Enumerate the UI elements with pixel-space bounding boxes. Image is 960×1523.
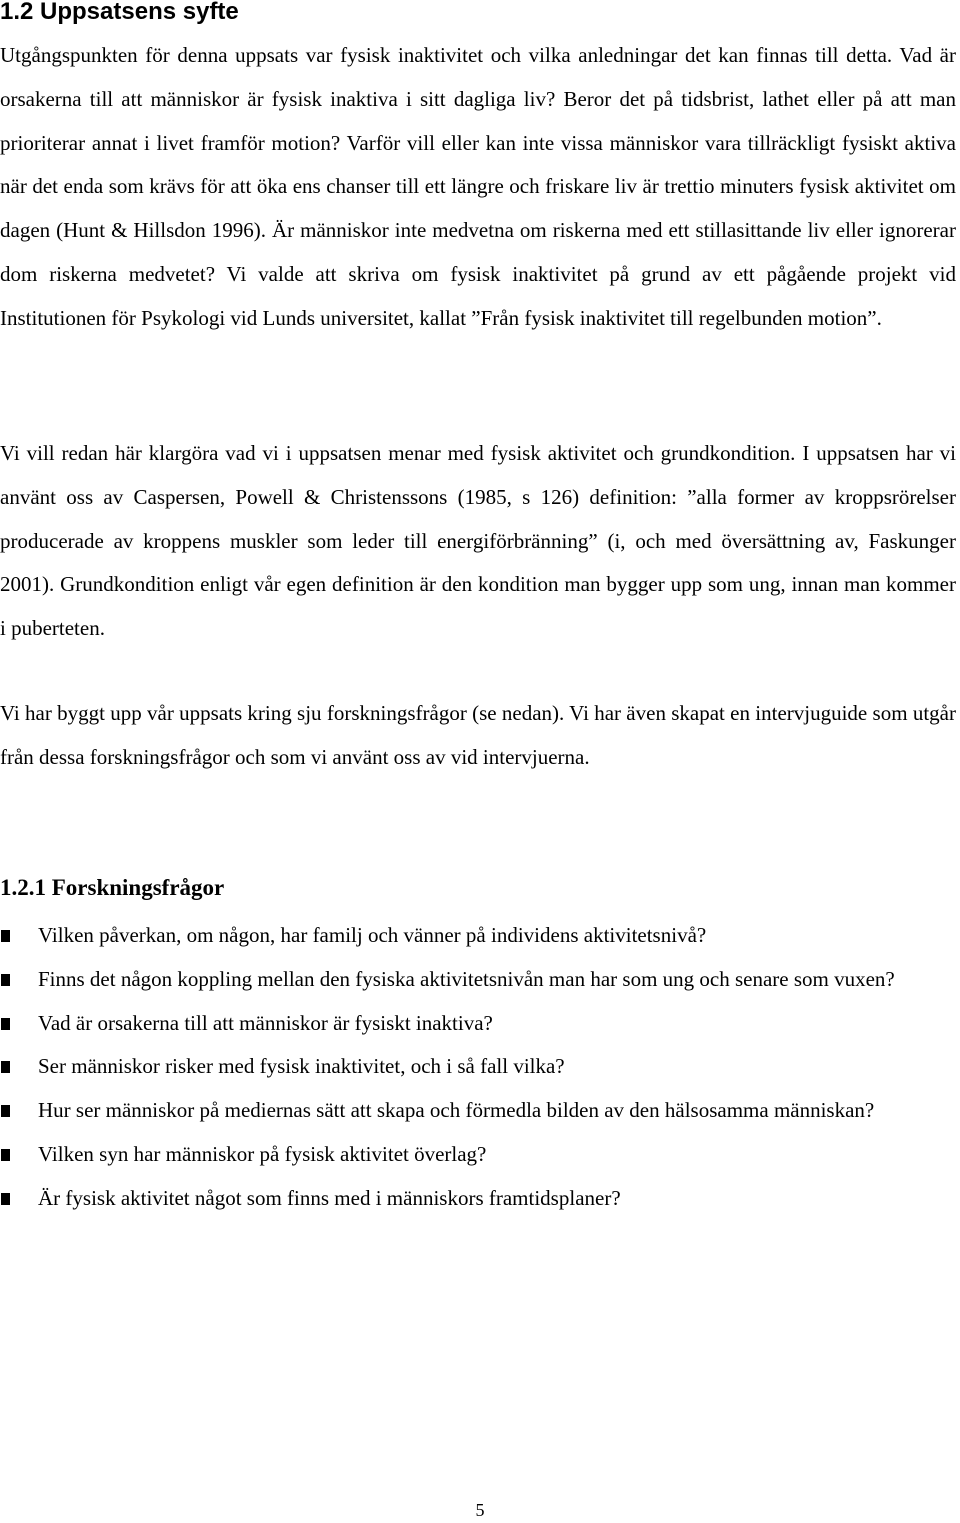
subsection-heading: 1.2.1 Forskningsfrågor bbox=[0, 875, 225, 900]
question-text: Finns det någon koppling mellan den fysiska aktivitetsnivån man har som ung och senare som vuxen? bbox=[38, 966, 895, 991]
list-item bbox=[0, 1089, 956, 1133]
page-number: 5 bbox=[475, 1500, 485, 1520]
question-text: Hur ser människor på mediernas sätt att skapa och förmedla bilden av den hälsosamma människan? bbox=[38, 1098, 875, 1123]
section-heading: 1.2 Uppsatsens syfte bbox=[0, 0, 239, 25]
square-bullet-icon bbox=[1, 1193, 10, 1205]
research-question-list bbox=[0, 914, 956, 1221]
paragraph-research-questions-intro: Vi har byggt upp vår uppsats kring sju forskningsfrågor (se nedan). Vi har även skapat en intervjuguide som utgår från dessa forskningsfrågor och som vi använt oss av vid intervjuerna. bbox=[0, 701, 956, 769]
square-bullet-icon bbox=[1, 1061, 10, 1073]
square-bullet-icon bbox=[1, 930, 10, 942]
question-text: Vilken påverkan, om någon, har familj och vänner på individens aktivitetsnivå? bbox=[38, 923, 707, 947]
paragraph-purpose: Utgångspunkten för denna uppsats var fysisk inaktivitet och vilka anledningar det kan finnas till detta. Vad är orsakerna till att människor är fysisk inaktiva i sitt dagliga liv? Beror det på tidsbrist, lathet eller på att man prioriterar annat i livet framför motion? Varför vill eller kan inte vissa människor vara tillräckligt fysiskt aktiva när det enda som krävs för att öka ens chanser till ett längre och friskare liv är trettio minuters fysisk aktivitet om dagen (Hunt & Hillsdon 1996). Är människor inte medvetna om riskerna med ett stillasittande liv eller ignorerar dom riskerna medvetet? Vi valde att skriva om fysisk inaktivitet på grund av ett pågående projekt vid Institutionen för Psykologi vid Lunds universitet, kallat ”Från fysisk inaktivitet till regelbunden motion”. bbox=[0, 43, 956, 330]
square-bullet-icon bbox=[1, 1105, 10, 1117]
list-item bbox=[0, 1133, 956, 1177]
paragraph-definitions: Vi vill redan här klargöra vad vi i uppsatsen menar med fysisk aktivitet och grundkondition. I uppsatsen har vi använt oss av Caspersen, Powell & Christenssons (1985, s 126) definition: ”alla former av kroppsrörelser producerade av kroppens muskler som leder till energiförbränning” (i, och med översättning av, Faskunger 2001). Grundkondition enligt vår egen definition är den kondition man bygger upp som ung, innan man kommer i puberteten. bbox=[0, 441, 956, 641]
list-item bbox=[0, 1177, 956, 1221]
question-text: Vilken syn har människor på fysisk aktivitet överlag? bbox=[38, 1141, 487, 1166]
square-bullet-icon bbox=[1, 1149, 10, 1161]
question-text: Vad är orsakerna till att människor är fysiskt inaktiva? bbox=[38, 1010, 493, 1035]
question-text: Ser människor risker med fysisk inaktivitet, och i så fall vilka? bbox=[38, 1054, 565, 1079]
list-item bbox=[0, 1002, 956, 1046]
list-item bbox=[0, 914, 956, 958]
square-bullet-icon bbox=[1, 974, 10, 986]
list-item bbox=[0, 1045, 956, 1089]
square-bullet-icon bbox=[1, 1018, 10, 1030]
question-text: Är fysisk aktivitet något som finns med i människors framtidsplaner? bbox=[38, 1185, 621, 1210]
list-item bbox=[0, 958, 956, 1002]
